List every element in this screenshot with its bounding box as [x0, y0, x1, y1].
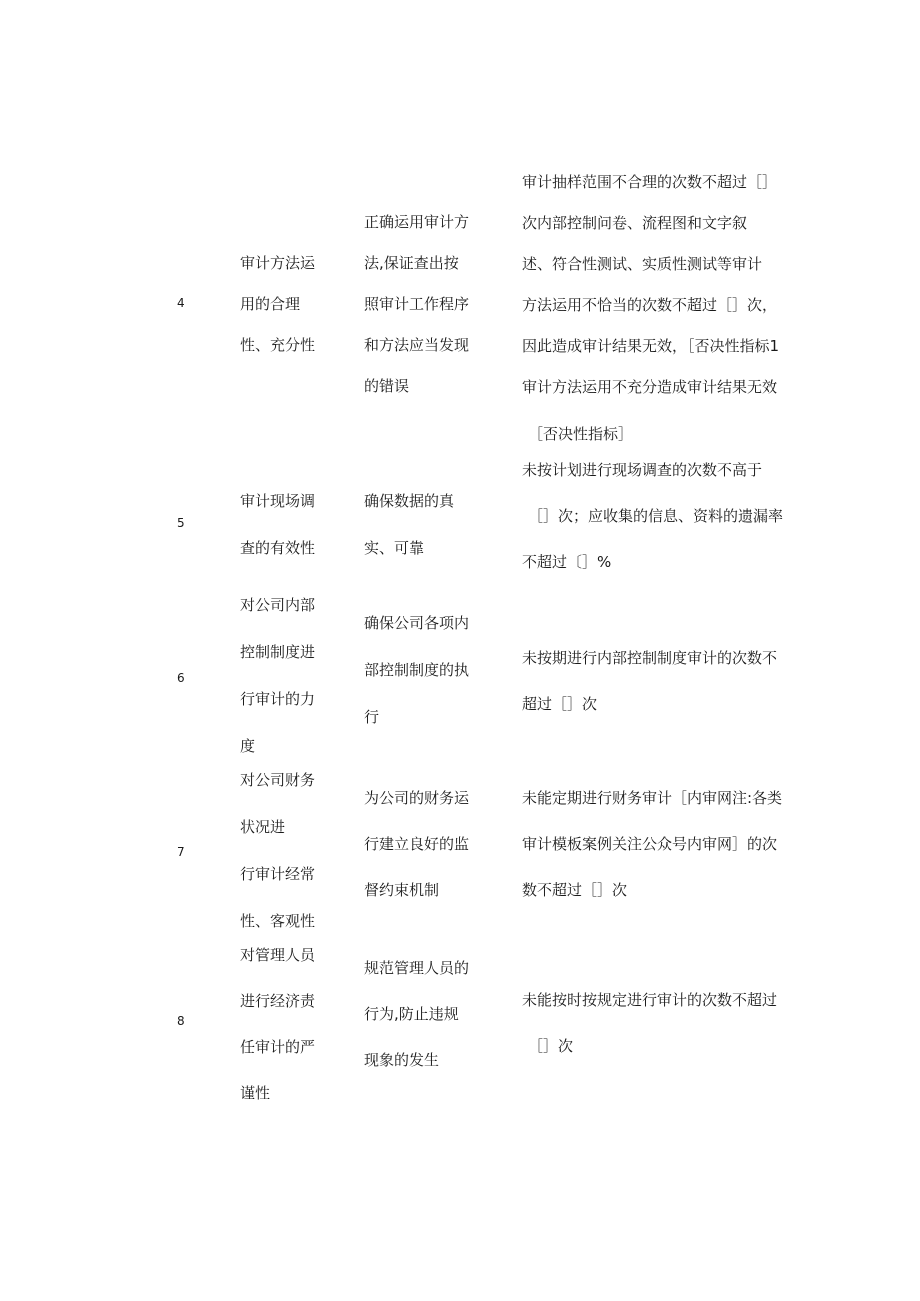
assessment-item: 审计方法运 用的合理 性、充分性 — [240, 254, 316, 354]
assessment-item: 审计现场调 查的有效性 — [240, 492, 316, 557]
assessment-item: 对管理人员 进行经济责 任审计的严 谨性 — [240, 946, 316, 1102]
assessment-criteria: 未能按时按规定进行审计的次数不超过 ［］次 — [522, 991, 778, 1055]
assessment-goal: 确保公司各项内 部控制制度的执 行 — [364, 614, 470, 726]
assessment-goal: 确保数据的真 实、可靠 — [364, 492, 455, 557]
row-number: 8 — [177, 1014, 185, 1028]
row-number: 6 — [177, 671, 185, 685]
row-number: 5 — [177, 516, 185, 530]
row-number: 4 — [177, 296, 185, 310]
assessment-goal: 为公司的财务运 行建立良好的监 督约束机制 — [364, 789, 470, 899]
assessment-criteria: 未按计划进行现场调查的次数不高于 ［］次；应收集的信息、资料的遗漏率 不超过〔］% — [522, 461, 784, 571]
assessment-item: 对公司内部 控制制度进 行审计的力 度 — [240, 596, 316, 755]
assessment-item: 对公司财务 状况进 行审计经常 性、客观性 — [240, 771, 316, 930]
assessment-criteria: 审计抽样范围不合理的次数不超过［］ 次内部控制问卷、流程图和文字叙 述、符合性测试、实质性测试等审计 方法运用不恰当的次数不超过［］次， 因此造成审计结果无效，［否决性指标1 审计方法运用不充分造成审计结果无效 ［否决性指标］ — [522, 173, 780, 443]
row-number: 7 — [177, 845, 185, 859]
assessment-criteria: 未按期进行内部控制制度审计的次数不 超过［］次 — [522, 649, 778, 713]
assessment-goal: 规范管理人员的 行为,防止违规 现象的发生 — [364, 959, 470, 1069]
assessment-criteria: 未能定期进行财务审计［内审网注:各类 审计模板案例关注公众号内审网］的次 数不超过［］次 — [522, 789, 783, 899]
assessment-goal: 正确运用审计方 法,保证查出按 照审计工作程序 和方法应当发现 的错误 — [364, 213, 470, 395]
